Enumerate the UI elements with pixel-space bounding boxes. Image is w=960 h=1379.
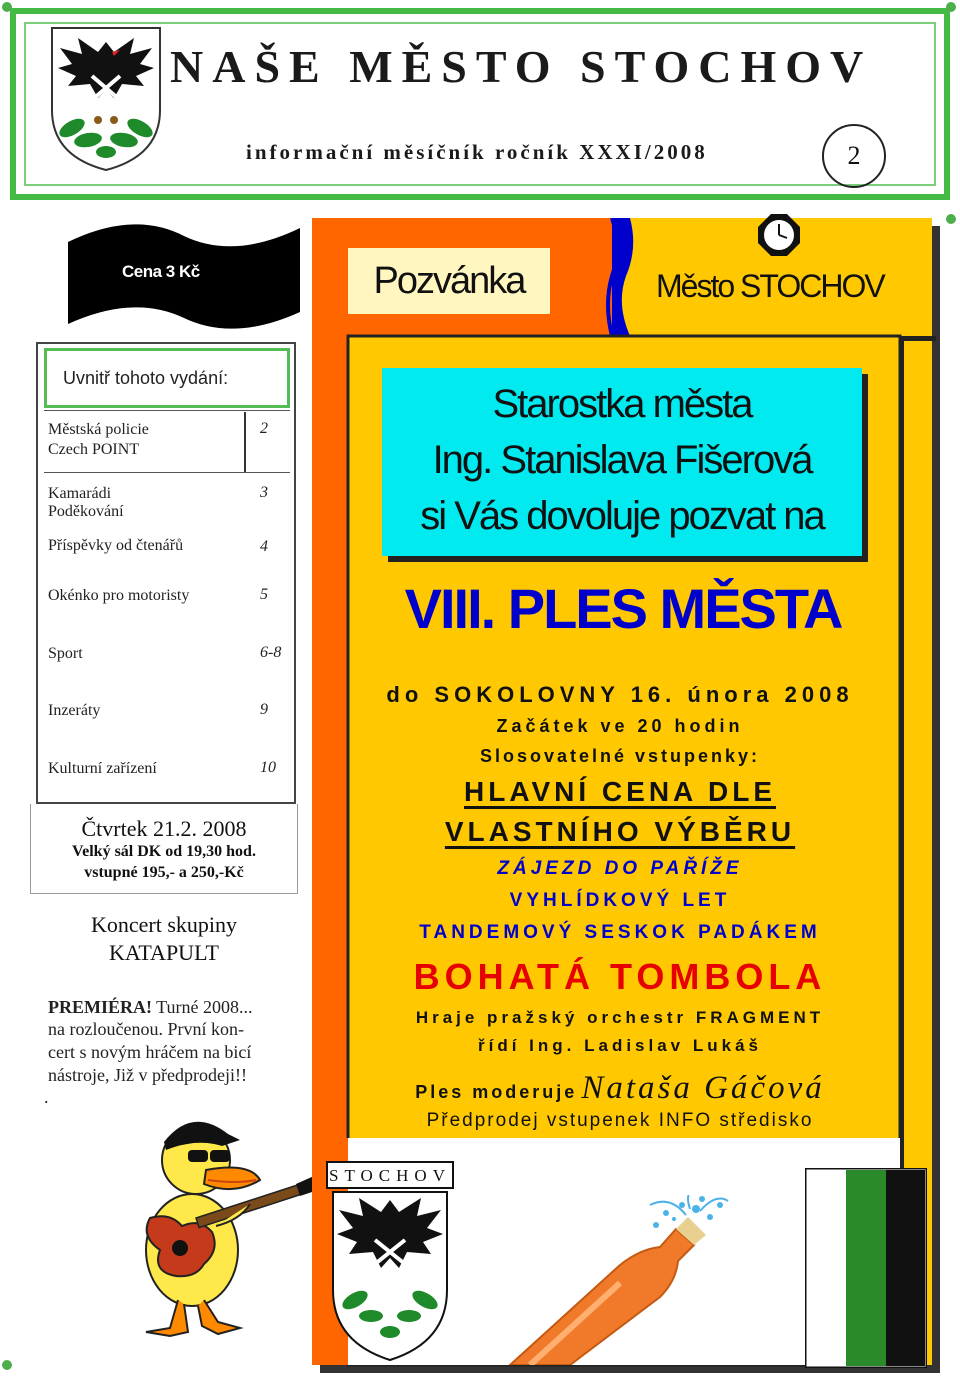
mayor-line: si Vás dovoluje pozvat na (420, 494, 824, 538)
champagne-bottle-icon (470, 1195, 730, 1365)
para-line: Turné 2008... (152, 997, 253, 1017)
para-line: cert s novým hráčem na bicí (48, 1042, 252, 1062)
toc-item[interactable]: Okénko pro motoristy (48, 587, 190, 604)
corner-dot (946, 2, 956, 12)
toc-page: 5 (260, 586, 268, 603)
toc-item[interactable]: Příspěvky od čtenářů (48, 537, 184, 554)
corner-dot (2, 2, 12, 12)
concert-date: Čtvrtek 21.2. 2008 (81, 816, 247, 841)
toc-item[interactable]: Kamarádi (48, 485, 112, 502)
concert-entry: vstupné 195,- a 250,-Kč (84, 864, 244, 881)
lottery-label: Slosovatelné vstupenky: (479, 746, 761, 766)
contents-rule (44, 472, 290, 473)
contents-box (36, 342, 296, 804)
start-time: Začátek ve 20 hodin (496, 716, 744, 736)
duck-guitarist-icon (100, 1100, 318, 1340)
toc-item[interactable]: Kulturní zařízení (48, 760, 157, 777)
city-crest-icon (48, 24, 164, 174)
contents-rule (44, 410, 290, 411)
orchestra: Hraje pražský orchestr FRAGMENT (415, 1008, 825, 1027)
toc-item[interactable]: Czech POINT (48, 441, 140, 458)
ball-title: VIII. PLES MĚSTA (404, 577, 842, 640)
presale-info: Předprodej vstupenek INFO středisko (426, 1110, 814, 1131)
toc-item[interactable]: Inzeráty (48, 702, 101, 719)
crest-caption: STOCHOV (329, 1166, 451, 1185)
main-prize: HLAVNÍ CENA DLE (464, 776, 776, 807)
mayor-line: Ing. Stanislava Fišerová (432, 438, 812, 482)
toc-page: 4 (260, 538, 268, 555)
toc-item[interactable]: Sport (48, 645, 83, 662)
prize-item: ZÁJEZD DO PAŘÍŽE (497, 858, 743, 879)
corner-dot (946, 214, 956, 224)
toc-item[interactable]: Městská policie (48, 421, 149, 438)
toc-item[interactable]: Poděkování (48, 503, 124, 520)
toc-page: 3 (260, 484, 268, 501)
tombola: BOHATÁ TOMBOLA (413, 956, 827, 997)
premiere-label: PREMIÉRA! (48, 997, 152, 1017)
prize-item: VYHLÍDKOVÝ LET (509, 890, 731, 911)
concert-venue: Velký sál DK od 19,30 hod. (72, 843, 256, 860)
venue-date: do SOKOLOVNY 16. února 2008 (386, 682, 854, 707)
price-label: Cena 3 Kč (122, 262, 200, 281)
toc-page: 2 (260, 420, 268, 437)
para-line: na rozloučenou. První kon- (48, 1019, 244, 1039)
mayor-line: Starostka města (492, 382, 752, 426)
moderator-name: Nataša Gáčová (581, 1070, 825, 1106)
conductor: řídí Ing. Ladislav Lukáš (478, 1036, 762, 1055)
issue-number: 2 (822, 124, 886, 188)
prize-item: TANDEMOVÝ SESKOK PADÁKEM (419, 922, 821, 943)
moderator (340, 1070, 900, 1107)
contents-heading: Uvnitř tohoto vydání: (44, 348, 290, 408)
town-label: Město STOCHOV (656, 268, 884, 304)
newsletter-subtitle: informační měsíčník ročník XXXI/2008 (246, 140, 708, 164)
concert-title: Koncert skupiny (90, 912, 238, 937)
city-flag-icon (805, 1168, 927, 1368)
corner-dot (2, 1360, 12, 1370)
toc-page: 9 (260, 701, 268, 718)
newsletter-title: NAŠE MĚSTO STOCHOV (170, 41, 873, 92)
stochov-crest-icon (325, 1160, 455, 1365)
toc-page: 6-8 (260, 644, 282, 661)
concert-band: KATAPULT (109, 940, 219, 965)
moderator-label: Ples moderuje (415, 1082, 578, 1102)
main-prize: VLASTNÍHO VÝBĚRU (444, 816, 796, 847)
toc-page: 10 (260, 759, 276, 776)
concert-description (48, 996, 298, 1018)
para-line: . (44, 1087, 49, 1107)
clock-icon (756, 212, 802, 258)
para-line: nástroje, Již v předprodeji!! (48, 1065, 247, 1085)
invitation-label: Pozvánka (348, 248, 550, 314)
